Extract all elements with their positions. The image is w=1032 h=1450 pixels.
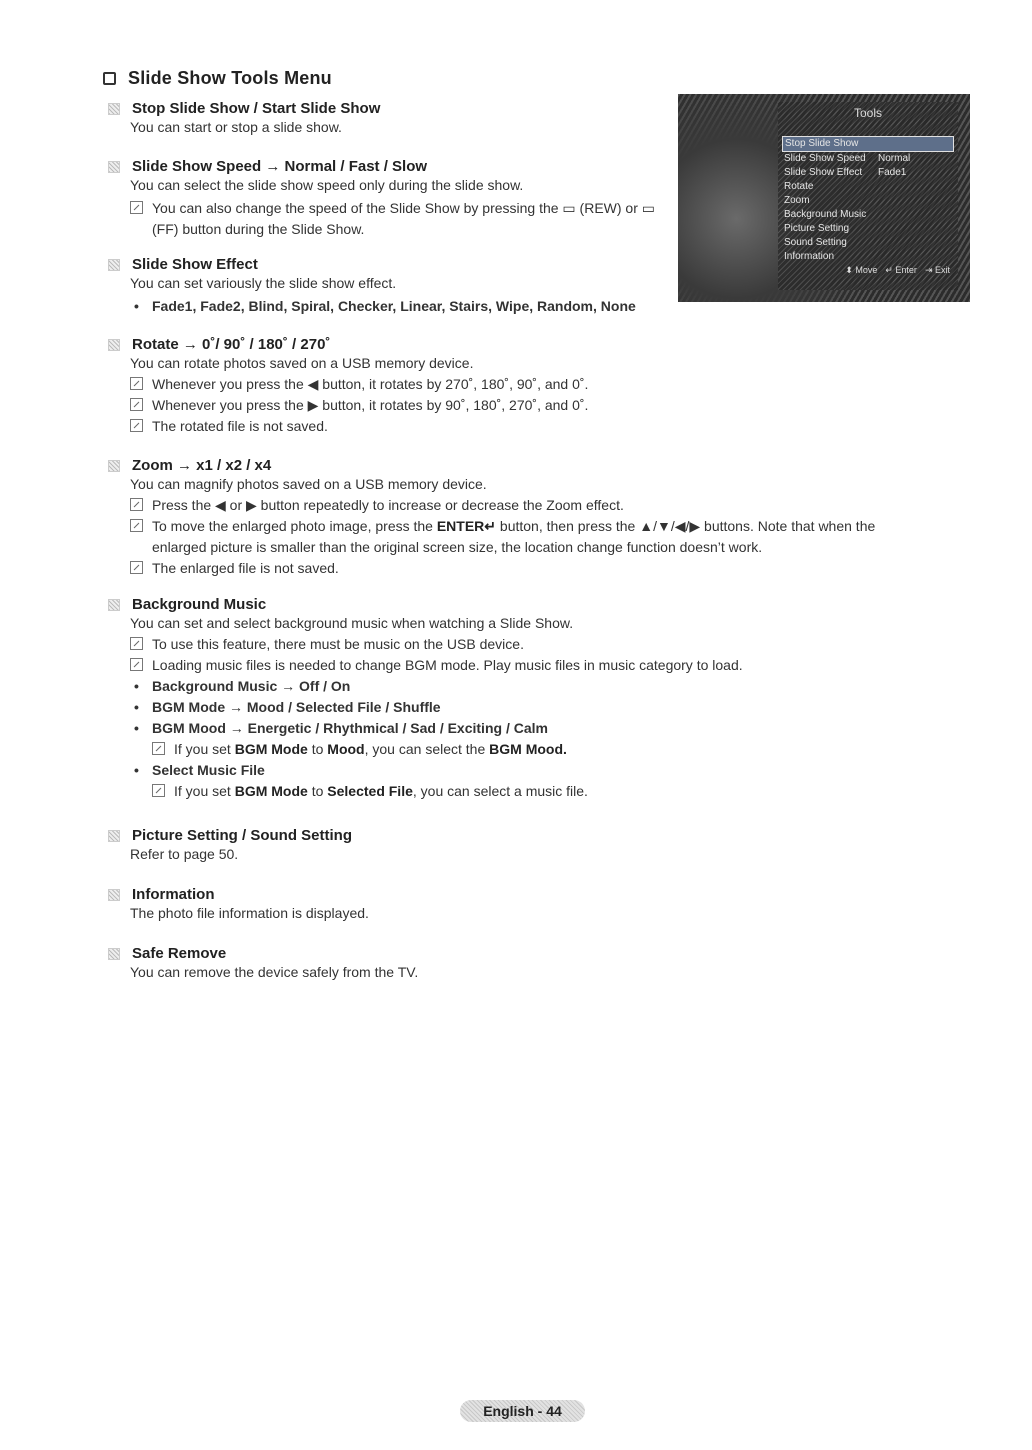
section-icon: [108, 339, 120, 351]
note-icon: [130, 658, 143, 671]
osd-footer: [845, 265, 950, 276]
note-icon: [130, 519, 143, 532]
note-icon: [130, 498, 143, 511]
osd-menu-item[interactable]: Rotate: [784, 181, 814, 192]
osd-menu-item[interactable]: Sound Setting: [784, 237, 847, 248]
section-stop-slide-show: [108, 100, 380, 138]
section-desc: You can magnify photos saved on a USB memory device.: [130, 476, 487, 492]
note-icon: [130, 377, 143, 390]
section-icon: [108, 599, 120, 611]
checkbox-icon: [103, 72, 116, 85]
section-title: Slide Show Speed → Normal / Fast / Slow: [132, 158, 428, 175]
note-icon: [130, 419, 143, 432]
note-icon: [152, 742, 165, 755]
note-text: You can also change the speed of the Slide Show by pressing the ▭ (REW) or ▭ (FF) button during the Slide Show.: [152, 200, 655, 237]
bullet-text: Fade1, Fade2, Blind, Spiral, Checker, Linear, Stairs, Wipe, Random, None: [152, 298, 636, 314]
osd-menu-item[interactable]: Information: [784, 251, 835, 262]
osd-menu-item[interactable]: Picture Setting: [784, 223, 850, 234]
tools-osd-image: [678, 94, 970, 302]
section-background-music: Background Music You can set and select background music when watching a Slide Show. To use this feature, there must be music on the USB device. Loading music files is needed to change BGM mode. Play music files in music category to load. • Background Music → Off / On • BGM Mode → Mood / Selected File / Shuffle • BGM Mood → Energetic / Rhythmical / Sad / Exciting / Calm If you set BGM Mode to Mood, you can select the BGM Mood. • Select Music File If you set BGM Mode to Selected File, you can select a music file.: [108, 596, 743, 802]
section-slide-show-speed: [108, 158, 668, 240]
osd-menu-item[interactable]: Stop Slide Show: [782, 136, 954, 152]
section-information: [108, 886, 369, 924]
section-icon: [108, 161, 120, 173]
note-icon: [130, 201, 143, 214]
note-icon: [152, 784, 165, 797]
section-desc: You can start or stop a slide show.: [130, 119, 342, 135]
section-title: Information: [132, 886, 215, 903]
page-title: Slide Show Tools Menu: [128, 68, 332, 88]
exit-icon: ⇥ Exit: [924, 265, 950, 275]
section-title: Slide Show Effect: [132, 256, 258, 273]
section-icon: [108, 103, 120, 115]
note-icon: [130, 637, 143, 650]
osd-menu: [782, 136, 954, 264]
section-title: Background Music: [132, 596, 267, 613]
section-icon: [108, 948, 120, 960]
section-rotate: Rotate → 0˚/ 90˚ / 180˚ / 270˚ You can rotate photos saved on a USB memory device. Whenever you press the ◀ button, it rotates by 270˚, 180˚, 90˚, and 0˚. Whenever you press the ▶ button, it rotates by 90˚, 180˚, 270˚, and 0˚. The rotated file is not saved.: [108, 336, 588, 437]
page-header: [103, 68, 332, 89]
osd-menu-item[interactable]: Slide Show Effect Fade1: [784, 167, 907, 178]
section-desc: You can set variously the slide show effect.: [130, 275, 397, 291]
section-desc: You can set and select background music when watching a Slide Show.: [130, 615, 574, 631]
section-picture-sound-setting: [108, 827, 352, 865]
enter-icon: ↵ Enter: [885, 265, 917, 275]
osd-title: Tools: [853, 106, 882, 120]
section-slide-show-effect: Slide Show Effect You can set variously the slide show effect. • Fade1, Fade2, Blind, Spiral, Checker, Linear, Stairs, Wipe, Random, None: [108, 256, 636, 317]
section-title: Safe Remove: [132, 945, 227, 962]
section-desc: The photo file information is displayed.: [130, 905, 369, 921]
osd-menu-item[interactable]: Zoom: [784, 195, 810, 206]
move-icon: ⬍ Move: [845, 265, 878, 275]
section-title: Picture Setting / Sound Setting: [132, 827, 353, 844]
section-desc: You can select the slide show speed only during the slide show.: [130, 177, 524, 193]
section-title: Zoom → x1 / x2 / x4: [132, 457, 272, 474]
section-desc: You can remove the device safely from the TV.: [130, 964, 419, 980]
section-title: Rotate → 0˚/ 90˚ / 180˚ / 270˚: [132, 336, 331, 353]
page-footer: English - 44: [460, 1400, 585, 1422]
section-icon: [108, 460, 120, 472]
section-icon: [108, 259, 120, 271]
osd-menu-item[interactable]: Slide Show Speed Normal: [784, 153, 911, 164]
section-icon: [108, 830, 120, 842]
osd-menu-item[interactable]: Background Music: [784, 209, 867, 220]
note-icon: [130, 398, 143, 411]
section-safe-remove: [108, 945, 418, 983]
section-icon: [108, 889, 120, 901]
tools-panel: [778, 102, 958, 290]
note-icon: [130, 561, 143, 574]
section-desc: You can rotate photos saved on a USB memory device.: [130, 355, 474, 371]
section-desc: Refer to page 50.: [130, 846, 239, 862]
section-title: Stop Slide Show / Start Slide Show: [132, 100, 381, 117]
section-zoom: Zoom → x1 / x2 / x4 You can magnify photos saved on a USB memory device. Press the ◀ or ▶ button repeatedly to increase or decrease the Zoom effect. To move the enlarged photo image, press the ENTER↵ button, then press the ▲/▼/◀/▶ buttons. Note that when the enlarged picture is smaller than the original screen size, the location change function doesn’t work. The enlarged file is not saved.: [108, 457, 918, 579]
